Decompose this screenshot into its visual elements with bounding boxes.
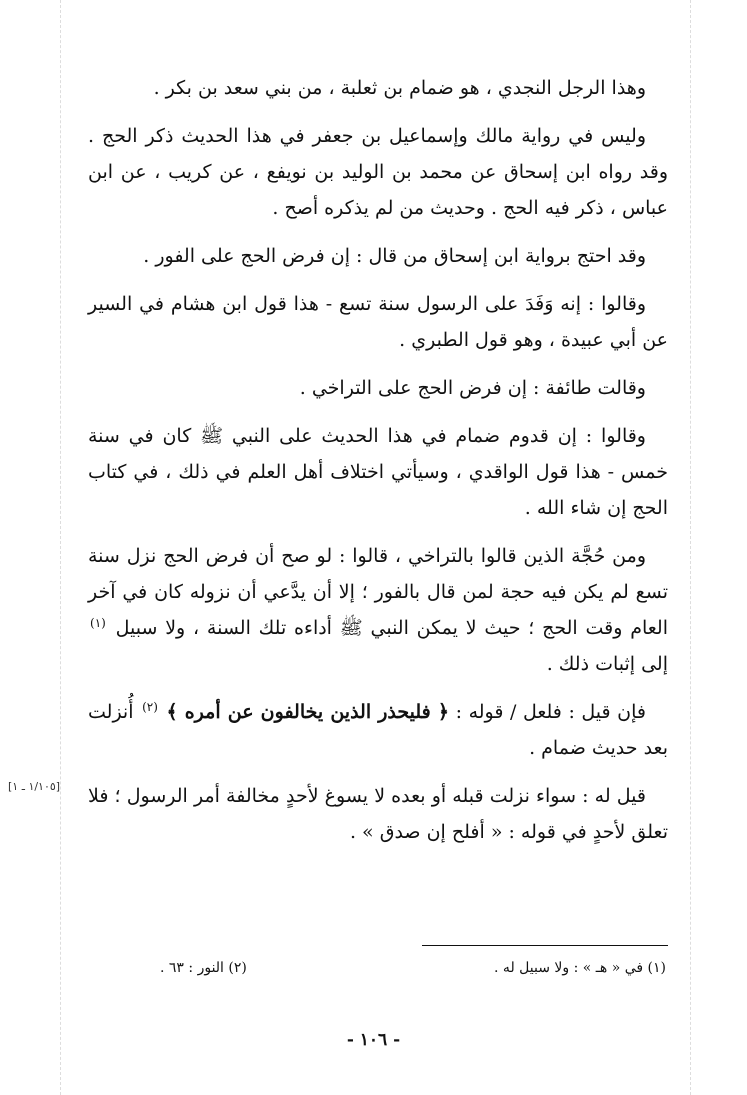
paragraph-answer: قيل له : سواء نزلت قبله أو بعده لا يسوغ لأحدٍ مخالفة أمر الرسول ؛ فلا تعلق لأحدٍ في قوله : « أفلح إن صدق » .: [88, 785, 668, 843]
footnote-ref-2[interactable]: (٢): [142, 699, 158, 714]
footnotes: [160, 958, 666, 978]
footnote-1: (١) في « هـ » : ولا سبيل له .: [494, 960, 666, 976]
paragraph-7-end: إلى إثبات ذلك .: [546, 653, 668, 675]
quote-suffix: أُنزلت بعد حديث ضمام .: [88, 701, 668, 759]
paragraph-2: وليس في رواية مالك وإسماعيل بن جعفر في هذا الحديث ذكر الحج . وقد رواه ابن إسحاق عن محمد بن الوليد بن نويفع ، عن كريب ، عن ابن عباس ، ذكر فيه الحج . وحديث من لم يذكره أصح .: [88, 125, 668, 219]
paragraph-4: وقالوا : إنه وَفَدَ على الرسول سنة تسع - هذا قول ابن هشام في السير عن أبي عبيدة ، وهو قول الطبري .: [88, 293, 668, 351]
footnote-ref-1[interactable]: (١): [90, 615, 106, 630]
footnote-2: (٢) النور : ٦٣ .: [160, 960, 247, 976]
paragraph-7: [88, 538, 668, 682]
margin-reference: [١/١٠٥ ـ ١]: [8, 780, 61, 793]
paragraph-6: وقالوا : إن قدوم ضمام في هذا الحديث على النبي ﷺ كان في سنة خمس - هذا قول الواقدي ، وسيأتي اختلاف أهل العلم في ذلك ، في كتاب الحج إن شاء الله .: [88, 425, 668, 519]
paragraph-3: وقد احتج برواية ابن إسحاق من قال : إن فرض الحج على الفور .: [143, 245, 646, 267]
main-text: [88, 70, 668, 862]
page-number: - ١٠٦ -: [346, 1030, 401, 1050]
paragraph-5: وقالت طائفة : إن فرض الحج على التراخي .: [299, 377, 646, 399]
paragraph-1: وهذا الرجل النجدي ، هو ضمام بن ثعلبة ، من بني سعد بن بكر .: [153, 77, 646, 99]
quranic-quote: ﴿ فليحذر الذين يخالفون عن أمره ﴾: [166, 701, 450, 723]
scan-artifact-line: [60, 0, 61, 1095]
quote-prefix: فإن قيل : فلعل / قوله :: [449, 701, 646, 723]
footnote-divider: [422, 945, 668, 946]
paragraph-quote: [88, 694, 668, 766]
scan-artifact-line: [690, 0, 691, 1095]
paragraph-7-text: ومن حُجَّة الذين قالوا بالتراخي ، قالوا : لو صح أن فرض الحج نزل سنة تسع لم يكن فيه حجة لمن قال بالفور ؛ إلا أن يدَّعي أن نزوله كان في آخر العام وقت الحج ؛ حيث لا يمكن النبي ﷺ أداءه تلك السنة ، ولا سبيل: [88, 545, 668, 639]
